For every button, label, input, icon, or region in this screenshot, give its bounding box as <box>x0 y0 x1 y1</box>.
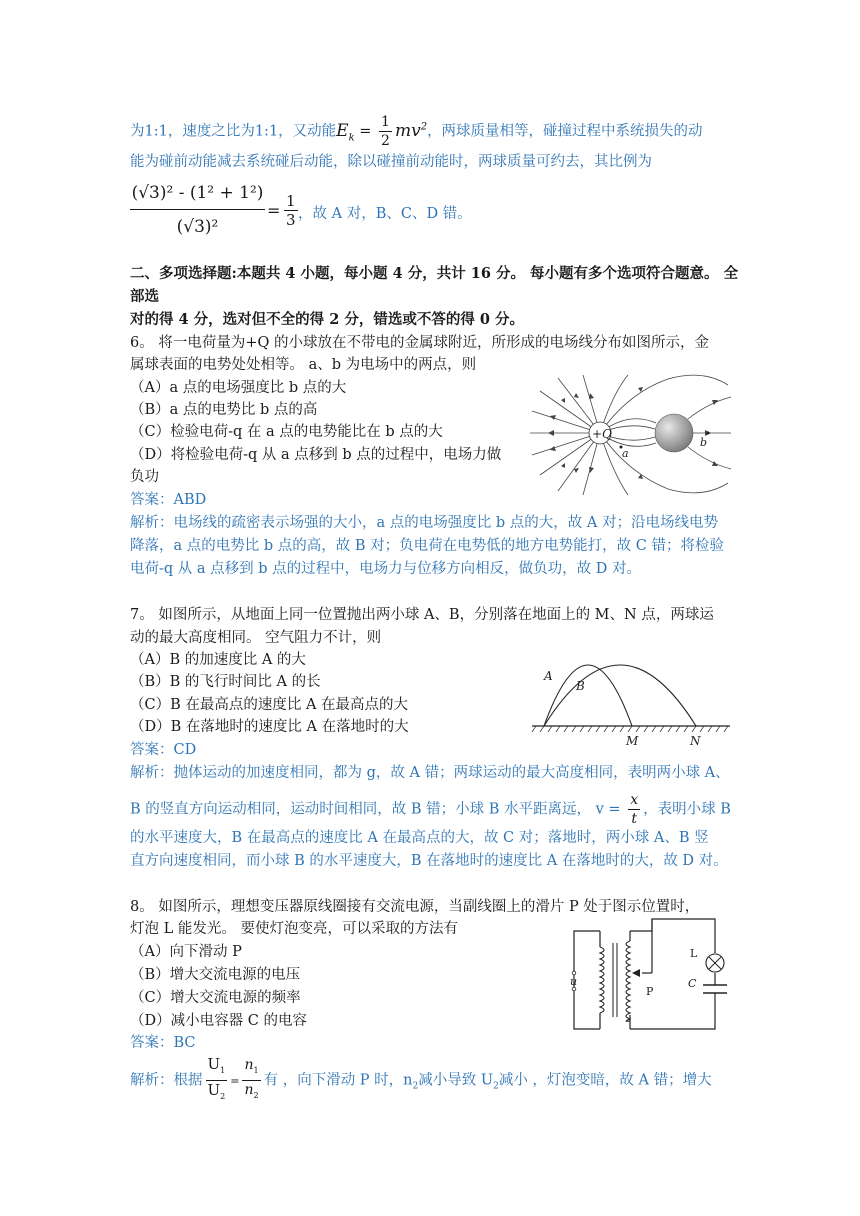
equals: = <box>230 1074 240 1088</box>
q6-option-c: （C）检验电荷-q 在 a 点的电势能比在 b 点的大 <box>130 424 443 440</box>
u2-sub: 2 <box>220 1092 226 1101</box>
q7-answer: 答案：CD <box>130 742 197 758</box>
v-fraction <box>628 791 640 828</box>
q7-analysis-3: 的水平速度大，B 在最高点的速度比 A 在最高点的大，故 C 对；落地时，两小球 A、B 竖 <box>130 830 709 846</box>
big-fraction <box>130 177 265 244</box>
q6-analysis-1: 解析：电场线的疏密表示场强的大小，a 点的电场强度比 b 点的大，故 A 对；沿电场线电势 <box>130 515 718 531</box>
num: 1 <box>381 114 390 130</box>
num: 1 <box>286 192 296 210</box>
equals: = <box>354 123 377 140</box>
n2: n <box>244 1082 254 1098</box>
ek-sub: k <box>348 131 355 143</box>
q7-analysis-2 <box>130 791 731 828</box>
primary-coil <box>600 947 604 1013</box>
equals-sign: = <box>267 201 281 220</box>
q7-trajectory-figure <box>530 640 735 750</box>
num: x <box>630 792 639 808</box>
q6-option-a: （A）a 点的电场强度比 b 点的大 <box>130 380 347 396</box>
solution-line-2: 能为碰前动能减去系统碰后动能，除以碰撞前动能时，两球质量可约去，其比例为 <box>130 154 652 170</box>
u1: U <box>207 1055 221 1073</box>
q7-stem-2: 动的最大高度相同。 空气阻力不计，则 <box>130 630 382 646</box>
label-b: B <box>576 679 585 693</box>
n1-sub: 1 <box>253 1066 259 1075</box>
mv: mv <box>394 120 421 141</box>
section-heading-3: 对的得 4 分，选对但不全的得 2 分，错选或不答的得 0 分。 <box>130 311 525 328</box>
q8-stem: 8。 如图所示，理想变压器原线圈接有交流电源，当副线圈上的滑片 P 处于图示位置时， <box>130 899 700 915</box>
label-a: A <box>544 669 553 683</box>
circuit-wires <box>574 919 715 1029</box>
charge-label: +Q <box>592 427 612 441</box>
q6-answer: 答案：ABD <box>130 492 207 508</box>
label-p: P <box>646 985 654 998</box>
text: 减小导致 U <box>418 1072 494 1089</box>
solution-line-3: ，故 A 对，B、C、D 错。 <box>298 206 472 222</box>
sub: 2 <box>412 1081 419 1092</box>
text: 减小 ，灯泡变暗，故 A 错；增大 <box>498 1072 712 1089</box>
q7-option-d: （D）B 在落地时的速度比 A 在落地时的大 <box>130 719 409 735</box>
secondary-coil <box>626 941 630 1021</box>
den: 2 <box>381 133 390 149</box>
trajectory-b <box>544 665 696 726</box>
q7-option-c: （C）B 在最高点的速度比 A 在最高点的大 <box>130 697 409 713</box>
q7-stem: 7。 如图所示，从地面上同一位置抛出两小球 A、B，分别落在地面上的 M、N 点，两球运 <box>130 607 714 623</box>
num <box>206 1055 228 1081</box>
q6-field-figure <box>528 373 733 498</box>
mv2 <box>395 121 427 141</box>
q6-analysis-3: 电荷-q 从 a 点移到 b 点的过程中，电场力与位移方向相反，做负功，故 D 对。 <box>130 561 641 577</box>
text: 解析：根据 <box>130 1072 203 1089</box>
q6-analysis-2: 降落，a 点的电势比 b 点的高，故 B 对；负电荷在电势低的地方电势能打，故 C 错；将检验 <box>130 538 724 554</box>
section-heading-2: 部选 <box>130 288 159 305</box>
ek-symbol <box>336 121 354 141</box>
q7-analysis-4: 直方向速度相同，而小球 B 的水平速度大，B 在落地时的速度比 A 在落地时的大，故 D 对。 <box>130 853 728 869</box>
n-fraction <box>242 1056 260 1105</box>
sub: 2 <box>493 1081 499 1092</box>
label-c: C <box>688 977 697 990</box>
num <box>242 1056 260 1081</box>
label-l: L <box>690 947 698 960</box>
q8-option-c: （C）增大交流电源的频率 <box>130 990 301 1006</box>
q8-analysis <box>130 1055 712 1106</box>
text: 有 ，向下滑动 P 时，n <box>263 1072 413 1089</box>
big-frac-den: (√3)² <box>176 217 219 237</box>
label-a: a <box>622 447 629 460</box>
q8-option-a: （A）向下滑动 P <box>130 944 242 960</box>
u1-sub: 1 <box>220 1066 226 1075</box>
q7-option-a: （A）B 的加速度比 A 的大 <box>130 652 306 668</box>
q6-option-d: （D）将检验电荷-q 从 a 点移到 b 点的过程中，电场力做 <box>130 447 502 463</box>
q8-option-d: （D）减小电容器 C 的电容 <box>130 1013 307 1029</box>
label-n: N <box>690 734 701 748</box>
ground-hatch <box>532 726 728 732</box>
q8-answer: 答案：BC <box>130 1035 196 1051</box>
q8-stem-2: 灯泡 L 能发光。 要使灯泡变亮，可以采取的方法有 <box>130 921 458 937</box>
point-b <box>707 432 710 435</box>
big-frac-num: (√3)² - (1² + 1²) <box>130 177 265 210</box>
label-b: b <box>700 436 708 449</box>
text: B 的竖直方向运动相同，运动时间相同，故 B 错；小球 B 水平距离远， v = <box>130 801 626 818</box>
text: ，两球质量相等，碰撞过程中系统损失的动 <box>427 123 703 140</box>
text: ，表明小球 B <box>643 801 731 818</box>
q6-stem: 6。 将一电荷量为+Q 的小球放在不带电的金属球附近，所形成的电场线分布如图所示，金 <box>130 335 709 351</box>
u-fraction <box>206 1055 228 1106</box>
half-fraction <box>379 113 392 150</box>
ek-letter: E <box>336 120 349 141</box>
metal-sphere <box>655 414 693 452</box>
n2-sub: 2 <box>253 1090 259 1100</box>
solution-line-1 <box>130 113 703 150</box>
q7-analysis-1: 解析：抛体运动的加速度相同，都为 g，故 A 错；两球运动的最大高度相同，表明两小球 A、 <box>130 765 730 781</box>
field-lines <box>530 375 731 495</box>
label-m: M <box>626 734 639 748</box>
n1: n <box>244 1057 254 1074</box>
slider-arrow <box>632 969 640 977</box>
label-u: u <box>570 975 578 988</box>
u2: U <box>207 1081 221 1099</box>
den <box>242 1081 260 1105</box>
q8-option-b: （B）增大交流电源的电压 <box>130 967 301 983</box>
q7-option-b: （B）B 的飞行时间比 A 的长 <box>130 674 321 690</box>
result-fraction <box>284 192 298 229</box>
q6-option-d-cont: 负功 <box>130 469 159 485</box>
q6-option-b: （B）a 点的电势比 b 点的高 <box>130 402 318 418</box>
text: 为1:1，速度之比为1:1，又动能 <box>130 123 337 140</box>
den: t <box>631 811 637 827</box>
section-heading: 二、多项选择题:本题共 4 小题，每小题 4 分，共计 16 分。 每小题有多个选项符合题意。 全 <box>130 265 739 282</box>
sq: 2 <box>420 120 428 132</box>
q8-circuit-figure <box>560 917 735 1037</box>
den <box>206 1081 228 1106</box>
q6-stem-2: 属球表面的电势处处相等。 a、b 为电场中的两点，则 <box>130 357 477 373</box>
trajectory-a <box>544 665 632 726</box>
den: 3 <box>286 211 296 229</box>
